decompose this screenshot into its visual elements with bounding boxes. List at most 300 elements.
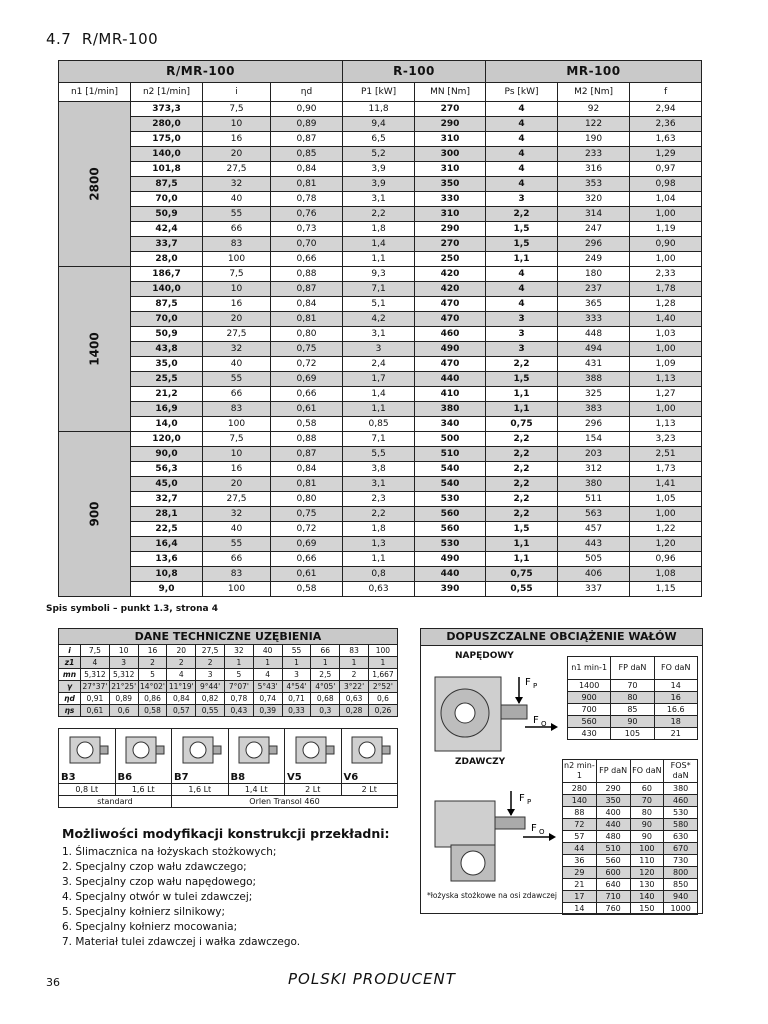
table-cell: 32 bbox=[203, 177, 271, 192]
table-cell: 100 bbox=[203, 582, 271, 597]
loads-cell: 290 bbox=[596, 783, 630, 795]
tech-cell: 0,63 bbox=[340, 693, 369, 705]
table-cell: 3,1 bbox=[343, 192, 415, 207]
loads-cell: 17 bbox=[563, 891, 597, 903]
loads-cell: 1400 bbox=[568, 680, 611, 692]
tech-row-label: ηd bbox=[59, 693, 81, 705]
table-cell: 21,2 bbox=[131, 387, 203, 402]
table-cell: 4 bbox=[486, 132, 558, 147]
input-loads-table bbox=[567, 656, 698, 740]
tech-cell: 2 bbox=[340, 669, 369, 681]
tech-cell: 2°52' bbox=[368, 681, 397, 693]
table-cell: 420 bbox=[415, 267, 486, 282]
table-cell: 380 bbox=[558, 477, 630, 492]
table-cell: 2,2 bbox=[486, 432, 558, 447]
modification-item: 4. Specjalny otwór w tulei zdawczej; bbox=[62, 891, 253, 903]
table-cell: 3 bbox=[486, 327, 558, 342]
loads-row bbox=[568, 716, 698, 728]
table-cell: 7,5 bbox=[203, 432, 271, 447]
modifications-list bbox=[62, 845, 390, 950]
table-cell: 70,0 bbox=[131, 192, 203, 207]
table-cell: 11,8 bbox=[343, 102, 415, 117]
tech-cell: 21°25' bbox=[111, 682, 137, 691]
table-cell: 1,40 bbox=[630, 312, 702, 327]
mounting-label: V5 bbox=[287, 772, 302, 783]
table-cell: 1,8 bbox=[343, 522, 415, 537]
table-cell: 140,0 bbox=[131, 282, 203, 297]
table-cell: 0,88 bbox=[271, 267, 343, 282]
table-cell: 55 bbox=[203, 207, 271, 222]
table-cell: 4,2 bbox=[343, 312, 415, 327]
table-cell: 0,72 bbox=[271, 357, 343, 372]
table-cell: 1,4 bbox=[343, 387, 415, 402]
tech-cell: 0,71 bbox=[282, 693, 311, 705]
table-cell: 0,70 bbox=[271, 237, 343, 252]
table-cell: 296 bbox=[558, 237, 630, 252]
table-cell: 1,05 bbox=[630, 492, 702, 507]
loads-cell: 760 bbox=[596, 903, 630, 915]
oil-quantity: 2 Lt bbox=[341, 784, 398, 796]
table-cell: 2,2 bbox=[486, 462, 558, 477]
loads-cell: 510 bbox=[596, 843, 630, 855]
table-cell: 33,7 bbox=[131, 237, 203, 252]
svg-text:O: O bbox=[541, 720, 547, 728]
tech-cell: 3°22' bbox=[340, 681, 369, 693]
table-cell: 4 bbox=[486, 102, 558, 117]
section-heading bbox=[46, 30, 158, 48]
table-cell: 431 bbox=[558, 357, 630, 372]
loads-row bbox=[563, 843, 698, 855]
loads-cell: 100 bbox=[630, 843, 664, 855]
loads-header: FP daN bbox=[611, 657, 654, 680]
tech-cell: 3 bbox=[109, 657, 138, 669]
table-cell: 20 bbox=[203, 147, 271, 162]
table-row bbox=[59, 402, 702, 417]
table-cell: 70,0 bbox=[131, 312, 203, 327]
table-row bbox=[59, 477, 702, 492]
table-cell: 154 bbox=[558, 432, 630, 447]
column-header: f bbox=[630, 83, 702, 102]
table-cell: 122 bbox=[558, 117, 630, 132]
table-cell: 100 bbox=[203, 417, 271, 432]
loads-cell: 850 bbox=[664, 879, 698, 891]
table-cell: 1,5 bbox=[486, 222, 558, 237]
table-cell: 35,0 bbox=[131, 357, 203, 372]
loads-cell: 16 bbox=[654, 692, 697, 704]
symbols-reference: Spis symboli – punkt 1.3, strona 4 bbox=[46, 604, 218, 614]
table-cell: 1,1 bbox=[486, 252, 558, 267]
loads-cell: 80 bbox=[611, 692, 654, 704]
gearbox-icon bbox=[62, 731, 112, 769]
standard-label: standard bbox=[59, 796, 172, 808]
loads-header-row bbox=[563, 760, 698, 783]
table-cell: 4 bbox=[486, 177, 558, 192]
table-cell: 1,1 bbox=[343, 552, 415, 567]
tech-cell: 1,667 bbox=[368, 669, 397, 681]
table-cell: 92 bbox=[558, 102, 630, 117]
tech-cell: 3 bbox=[282, 669, 311, 681]
loads-cell: 710 bbox=[596, 891, 630, 903]
table-row bbox=[59, 282, 702, 297]
table-cell: 249 bbox=[558, 252, 630, 267]
tech-cell: 27,5 bbox=[196, 645, 225, 657]
tech-cell: 4 bbox=[81, 657, 110, 669]
table-cell: 0,61 bbox=[271, 567, 343, 582]
table-cell: 203 bbox=[558, 447, 630, 462]
tech-cell: 11°19' bbox=[168, 682, 194, 691]
gearbox-icon bbox=[118, 731, 168, 769]
table-cell: 56,3 bbox=[131, 462, 203, 477]
tech-cell: 7,5 bbox=[81, 645, 110, 657]
table-cell: 87,5 bbox=[131, 177, 203, 192]
table-cell: 27,5 bbox=[203, 327, 271, 342]
loads-cell: 85 bbox=[611, 704, 654, 716]
table-cell: 0,72 bbox=[271, 522, 343, 537]
table-row bbox=[59, 147, 702, 162]
loads-cell: 430 bbox=[568, 728, 611, 740]
table-cell: 460 bbox=[415, 327, 486, 342]
table-cell: 0,85 bbox=[343, 417, 415, 432]
loads-cell: 480 bbox=[596, 831, 630, 843]
table-cell: 1,1 bbox=[486, 537, 558, 552]
table-cell: 270 bbox=[415, 237, 486, 252]
tech-cell: 16 bbox=[138, 645, 167, 657]
table-row bbox=[59, 177, 702, 192]
table-cell: 470 bbox=[415, 312, 486, 327]
table-cell: 0,66 bbox=[271, 387, 343, 402]
tech-data-table bbox=[58, 628, 398, 717]
oil-quantity: 1,4 Lt bbox=[228, 784, 285, 796]
table-cell: 90,0 bbox=[131, 447, 203, 462]
table-cell: 0,73 bbox=[271, 222, 343, 237]
tech-cell: 2 bbox=[167, 657, 196, 669]
table-cell: 45,0 bbox=[131, 477, 203, 492]
table-cell: 530 bbox=[415, 492, 486, 507]
table-cell: 500 bbox=[415, 432, 486, 447]
modifications-title: Możliwości modyfikacji konstrukcji przekładni: bbox=[62, 826, 390, 841]
loads-cell: 16.6 bbox=[654, 704, 697, 716]
table-cell: 470 bbox=[415, 357, 486, 372]
tech-cell: 0,84 bbox=[167, 693, 196, 705]
table-cell: 180 bbox=[558, 267, 630, 282]
table-cell: 0,80 bbox=[271, 327, 343, 342]
table-cell: 16 bbox=[203, 462, 271, 477]
table-cell: 448 bbox=[558, 327, 630, 342]
tech-cell: 1 bbox=[224, 657, 253, 669]
loads-cell: 730 bbox=[664, 855, 698, 867]
table-cell: 0,66 bbox=[271, 552, 343, 567]
loads-row bbox=[563, 903, 698, 915]
table-cell: 2,2 bbox=[343, 507, 415, 522]
table-cell: 337 bbox=[558, 582, 630, 597]
table-cell: 333 bbox=[558, 312, 630, 327]
table-row bbox=[59, 372, 702, 387]
loads-row bbox=[563, 807, 698, 819]
column-header: i bbox=[203, 83, 271, 102]
table-cell: 560 bbox=[415, 522, 486, 537]
table-cell: 3 bbox=[486, 312, 558, 327]
tech-cell: 0,3 bbox=[311, 705, 340, 717]
table-cell: 14,0 bbox=[131, 417, 203, 432]
table-cell: 16 bbox=[203, 132, 271, 147]
loads-row bbox=[563, 819, 698, 831]
loads-cell: 530 bbox=[664, 807, 698, 819]
table-cell: 66 bbox=[203, 552, 271, 567]
tech-row bbox=[59, 693, 398, 705]
table-cell: 4 bbox=[486, 282, 558, 297]
table-cell: 10,8 bbox=[131, 567, 203, 582]
loads-header: FP daN bbox=[596, 760, 630, 783]
loads-cell: 940 bbox=[664, 891, 698, 903]
loads-cell: 90 bbox=[630, 831, 664, 843]
table-cell: 457 bbox=[558, 522, 630, 537]
loads-cell: 70 bbox=[611, 680, 654, 692]
table-cell: 1,15 bbox=[630, 582, 702, 597]
table-cell: 290 bbox=[415, 222, 486, 237]
table-cell: 2,2 bbox=[486, 492, 558, 507]
section-title: R/MR-100 bbox=[81, 30, 159, 48]
table-cell: 0,61 bbox=[271, 402, 343, 417]
output-shaft-drawing bbox=[429, 789, 561, 887]
loads-cell: 560 bbox=[568, 716, 611, 728]
loads-cell: 280 bbox=[563, 783, 597, 795]
gearbox-icon bbox=[344, 731, 394, 769]
mounting-label: V6 bbox=[343, 772, 359, 783]
table-cell: 40 bbox=[203, 357, 271, 372]
table-cell: 1,63 bbox=[630, 132, 702, 147]
table-cell: 3,8 bbox=[343, 462, 415, 477]
table-cell: 0,75 bbox=[486, 567, 558, 582]
table-cell: 32,7 bbox=[131, 492, 203, 507]
table-row bbox=[59, 342, 702, 357]
loads-row bbox=[563, 795, 698, 807]
table-cell: 7,5 bbox=[203, 267, 271, 282]
table-cell: 0,84 bbox=[271, 162, 343, 177]
table-cell: 505 bbox=[558, 552, 630, 567]
svg-text:O: O bbox=[539, 828, 545, 836]
mounting-label: B8 bbox=[230, 772, 246, 783]
table-cell: 0,69 bbox=[271, 537, 343, 552]
oil-quantity: 2 Lt bbox=[285, 784, 342, 796]
modification-item: 3. Specjalny czop wału napędowego; bbox=[62, 876, 257, 888]
column-header: n2 [1/min] bbox=[131, 83, 203, 102]
group-header: R-100 bbox=[343, 61, 486, 83]
column-header: MN [Nm] bbox=[415, 83, 486, 102]
table-cell: 2,33 bbox=[630, 267, 702, 282]
table-cell: 1,5 bbox=[486, 237, 558, 252]
table-cell: 563 bbox=[558, 507, 630, 522]
mounting-label: B7 bbox=[174, 772, 189, 783]
table-cell: 365 bbox=[558, 297, 630, 312]
loads-cell: 350 bbox=[596, 795, 630, 807]
mounting-table bbox=[58, 728, 398, 808]
loads-title: DOPUSZCZALNE OBCIĄŻENIE WAŁÓW bbox=[421, 629, 702, 646]
table-cell: 25,5 bbox=[131, 372, 203, 387]
table-cell: 290 bbox=[415, 117, 486, 132]
gearbox-icon bbox=[231, 731, 281, 769]
tech-cell: 0,33 bbox=[282, 705, 311, 717]
svg-text:F: F bbox=[519, 793, 525, 804]
table-row bbox=[59, 237, 702, 252]
table-cell: 0,81 bbox=[271, 177, 343, 192]
loads-row bbox=[563, 879, 698, 891]
table-row bbox=[59, 132, 702, 147]
table-cell: 2,51 bbox=[630, 447, 702, 462]
table-cell: 540 bbox=[415, 462, 486, 477]
tech-cell: 27°37' bbox=[82, 682, 108, 691]
table-cell: 186,7 bbox=[131, 267, 203, 282]
table-cell: 2,2 bbox=[486, 357, 558, 372]
tech-cell: 0,58 bbox=[138, 705, 167, 717]
table-cell: 28,1 bbox=[131, 507, 203, 522]
loads-cell: 44 bbox=[563, 843, 597, 855]
loads-cell: 380 bbox=[664, 783, 698, 795]
table-cell: 16,9 bbox=[131, 402, 203, 417]
tech-cell: 2,5 bbox=[311, 669, 340, 681]
table-cell: 0,75 bbox=[486, 417, 558, 432]
table-cell: 270 bbox=[415, 102, 486, 117]
table-cell: 1,7 bbox=[343, 372, 415, 387]
table-cell: 1,1 bbox=[343, 402, 415, 417]
table-cell: 510 bbox=[415, 447, 486, 462]
table-cell: 1,41 bbox=[630, 477, 702, 492]
tech-cell: 4°05' bbox=[311, 681, 340, 693]
table-cell: 420 bbox=[415, 282, 486, 297]
table-cell: 0,89 bbox=[271, 117, 343, 132]
tech-row-label: mn bbox=[59, 669, 81, 681]
tech-row bbox=[59, 645, 398, 657]
table-cell: 0,87 bbox=[271, 132, 343, 147]
table-cell: 55 bbox=[203, 372, 271, 387]
table-row bbox=[59, 117, 702, 132]
table-cell: 0,78 bbox=[271, 192, 343, 207]
loads-cell: 90 bbox=[630, 819, 664, 831]
group-header: R/MR-100 bbox=[59, 61, 343, 83]
tech-cell: 0,82 bbox=[196, 693, 225, 705]
table-row bbox=[59, 297, 702, 312]
table-cell: 6,5 bbox=[343, 132, 415, 147]
loads-cell: 21 bbox=[654, 728, 697, 740]
tech-cell: 0,86 bbox=[138, 693, 167, 705]
column-header: Ps [kW] bbox=[486, 83, 558, 102]
table-cell: 1,20 bbox=[630, 537, 702, 552]
tech-cell: 14°02' bbox=[140, 682, 165, 691]
table-cell: 1,13 bbox=[630, 372, 702, 387]
tech-cell: 0,6 bbox=[109, 705, 138, 717]
tech-cell: 0,55 bbox=[196, 705, 225, 717]
table-cell: 470 bbox=[415, 297, 486, 312]
table-cell: 3,1 bbox=[343, 327, 415, 342]
table-cell: 3,9 bbox=[343, 177, 415, 192]
loads-row bbox=[568, 692, 698, 704]
table-cell: 100 bbox=[203, 252, 271, 267]
table-cell: 296 bbox=[558, 417, 630, 432]
table-cell: 87,5 bbox=[131, 297, 203, 312]
tech-cell: 0,57 bbox=[167, 705, 196, 717]
table-row bbox=[59, 447, 702, 462]
section-number: 4.7 bbox=[46, 30, 72, 48]
table-cell: 1,3 bbox=[343, 537, 415, 552]
input-speed-group bbox=[59, 432, 131, 597]
table-cell: 42,4 bbox=[131, 222, 203, 237]
table-cell: 4 bbox=[486, 147, 558, 162]
table-cell: 10 bbox=[203, 447, 271, 462]
table-cell: 20 bbox=[203, 477, 271, 492]
oil-quantity: 1,6 Lt bbox=[172, 784, 229, 796]
table-cell: 0,63 bbox=[343, 582, 415, 597]
tech-cell: 0,68 bbox=[311, 693, 340, 705]
table-cell: 4 bbox=[486, 162, 558, 177]
column-header: ηd bbox=[271, 83, 343, 102]
table-cell: 1,4 bbox=[343, 237, 415, 252]
table-cell: 1,13 bbox=[630, 417, 702, 432]
table-cell: 40 bbox=[203, 522, 271, 537]
tech-row bbox=[59, 705, 398, 717]
loads-cell: 14 bbox=[654, 680, 697, 692]
mounting-position-b3 bbox=[59, 729, 116, 784]
table-cell: 406 bbox=[558, 567, 630, 582]
table-cell: 325 bbox=[558, 387, 630, 402]
tech-cell: 4 bbox=[253, 669, 282, 681]
table-cell: 380 bbox=[415, 402, 486, 417]
table-row bbox=[59, 507, 702, 522]
loads-cell: 150 bbox=[630, 903, 664, 915]
table-cell: 0,58 bbox=[271, 417, 343, 432]
table-cell: 1,00 bbox=[630, 252, 702, 267]
table-cell: 3,9 bbox=[343, 162, 415, 177]
table-cell: 2,36 bbox=[630, 117, 702, 132]
table-cell: 2,2 bbox=[486, 447, 558, 462]
table-cell: 7,1 bbox=[343, 282, 415, 297]
table-cell: 4 bbox=[486, 267, 558, 282]
table-cell: 1,00 bbox=[630, 342, 702, 357]
loads-header: n1 min-1 bbox=[568, 657, 611, 680]
tech-cell: 83 bbox=[340, 645, 369, 657]
table-cell: 0,75 bbox=[271, 507, 343, 522]
loads-header-row bbox=[568, 657, 698, 680]
input-shaft-label: NAPĘDOWY bbox=[455, 651, 514, 661]
table-cell: 1,5 bbox=[486, 372, 558, 387]
table-cell: 2,94 bbox=[630, 102, 702, 117]
column-header: M2 [Nm] bbox=[558, 83, 630, 102]
table-row bbox=[59, 492, 702, 507]
oil-quantity: 0,8 Lt bbox=[59, 784, 116, 796]
table-cell: 0,66 bbox=[271, 252, 343, 267]
table-cell: 1,19 bbox=[630, 222, 702, 237]
tech-cell: 1 bbox=[340, 657, 369, 669]
table-cell: 320 bbox=[558, 192, 630, 207]
tech-cell: 0,89 bbox=[109, 693, 138, 705]
table-cell: 490 bbox=[415, 552, 486, 567]
table-cell: 0,84 bbox=[271, 462, 343, 477]
loads-cell: 1000 bbox=[664, 903, 698, 915]
loads-row bbox=[563, 867, 698, 879]
loads-row bbox=[563, 831, 698, 843]
loads-row bbox=[563, 855, 698, 867]
table-cell: 0,69 bbox=[271, 372, 343, 387]
input-speed-value: 1400 bbox=[87, 332, 102, 366]
tech-cell: 0,26 bbox=[368, 705, 397, 717]
table-cell: 312 bbox=[558, 462, 630, 477]
table-cell: 0,88 bbox=[271, 432, 343, 447]
table-cell: 0,8 bbox=[343, 567, 415, 582]
loads-cell: 21 bbox=[563, 879, 597, 891]
tech-row-label: i bbox=[59, 645, 81, 657]
table-cell: 2,2 bbox=[343, 207, 415, 222]
tech-cell: 5,312 bbox=[81, 669, 110, 681]
loads-cell: 105 bbox=[611, 728, 654, 740]
table-cell: 388 bbox=[558, 372, 630, 387]
